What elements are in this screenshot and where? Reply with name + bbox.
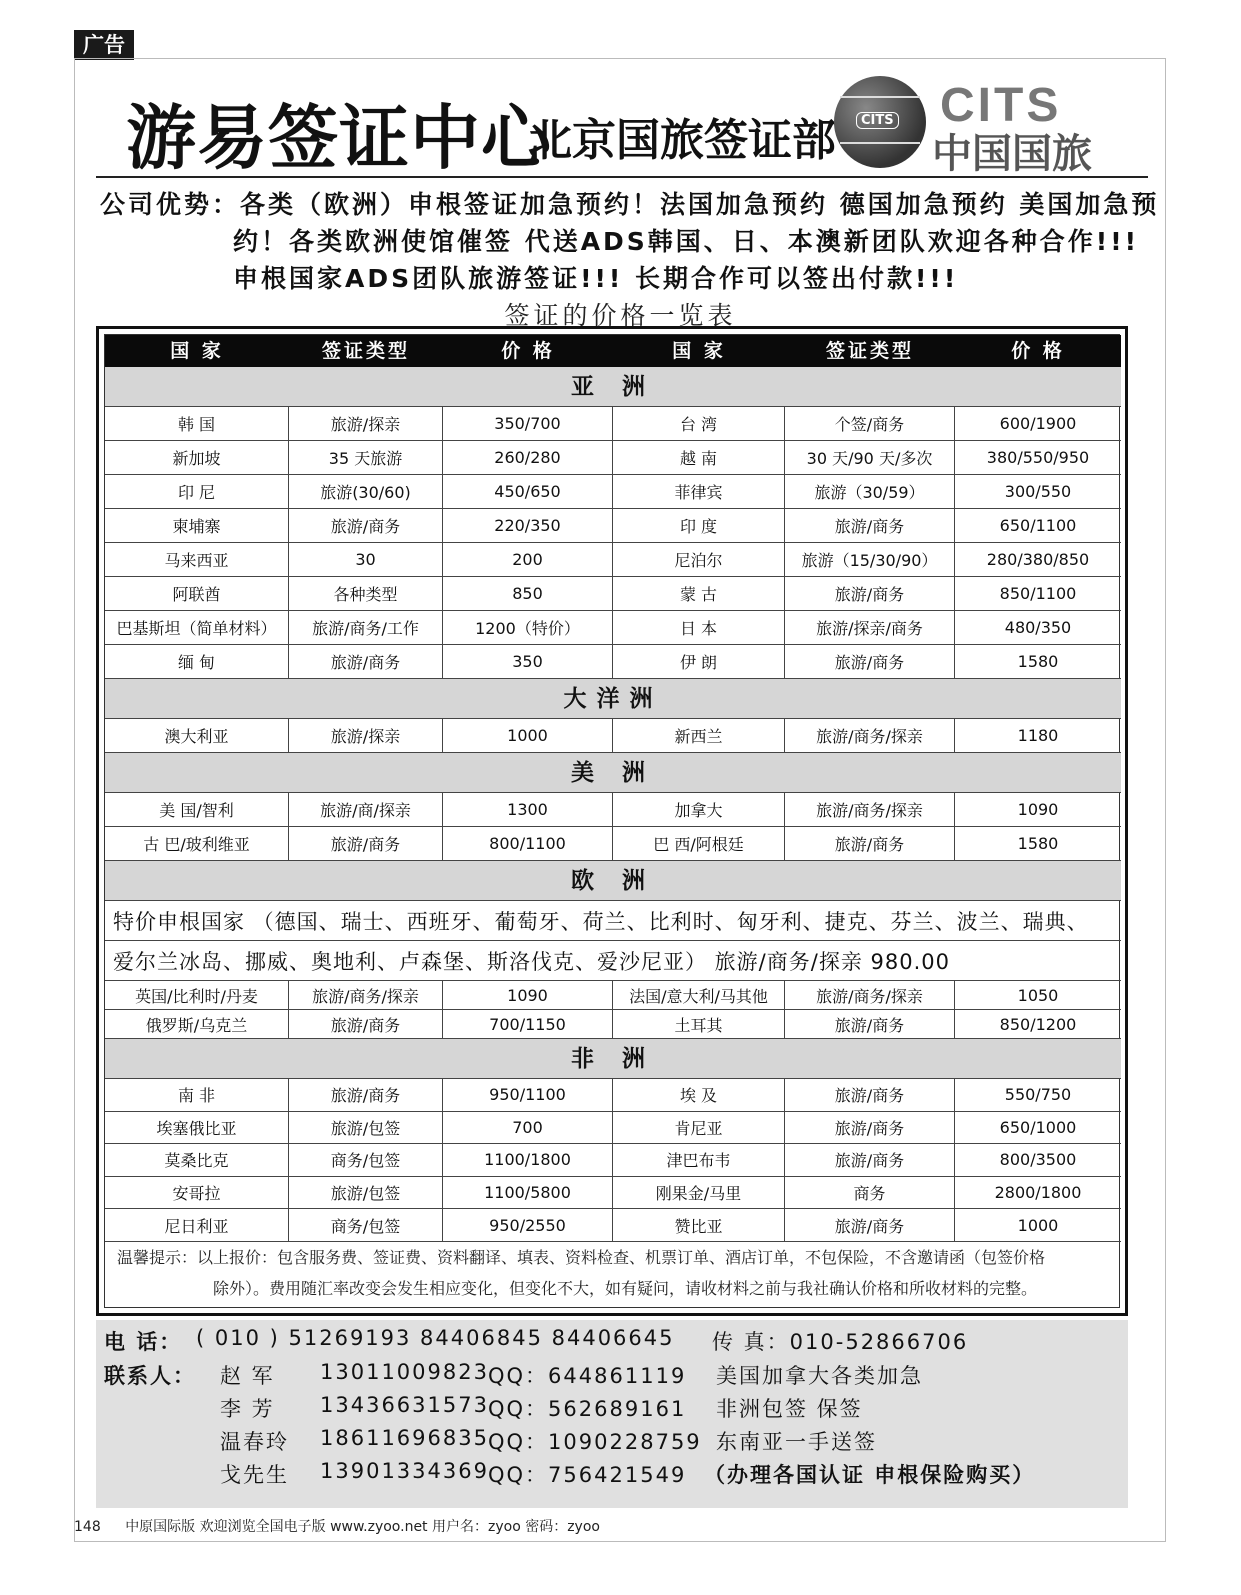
table-cell: 法国/意大利/马其他 <box>613 981 785 1009</box>
table-cell: 蒙 古 <box>613 577 785 610</box>
table-cell: 旅游/探亲/商务 <box>785 611 955 644</box>
table-cell: 旅游/商务/探亲 <box>785 793 955 826</box>
table-cell: 俄罗斯/乌克兰 <box>105 1010 289 1038</box>
footer-text: 中原国际版 欢迎浏览全国电子版 www.zyoo.net 用户名：zyoo 密码：zyoo <box>125 1519 600 1535</box>
table-cell: 南 非 <box>105 1079 289 1111</box>
table-cell: 380/550/950 <box>986 448 1090 467</box>
table-cell: 巴基斯坦（简单材料） <box>105 611 289 644</box>
table-cell: 35 天旅游 <box>289 441 443 474</box>
table-cell: 各种类型 <box>289 577 443 610</box>
table-cell: 印 尼 <box>105 475 289 508</box>
table-cell: 旅游/商/探亲 <box>289 793 443 826</box>
table-cell: 缅 甸 <box>105 645 289 678</box>
table-row <box>105 1112 1121 1145</box>
table-cell: 尼日利亚 <box>105 1209 289 1241</box>
table-cell: 津巴布韦 <box>613 1144 785 1176</box>
table-cell: 英国/比利时/丹麦 <box>105 981 289 1009</box>
table-cell: 350/700 <box>443 407 613 440</box>
contact-qq: QQ：1090228759 <box>488 1430 702 1454</box>
table-cell: 1300 <box>443 793 613 826</box>
table-cell: 旅游/包签 <box>289 1112 443 1144</box>
contact-mobile: 13901334369 <box>320 1459 489 1483</box>
table-cell: 850/1200 <box>999 1014 1077 1034</box>
table-cell: 旅游/商务 <box>289 827 443 860</box>
table-row <box>105 407 1121 441</box>
company-advantages <box>100 186 1160 297</box>
table-cell: 1000 <box>443 719 613 752</box>
table-cell: 阿联酋 <box>105 577 289 610</box>
table-cell: 刚果金/马里 <box>613 1177 785 1209</box>
table-cell: 台 湾 <box>613 407 785 440</box>
table-cell: 旅游/商务 <box>785 827 955 860</box>
globe-icon <box>834 76 926 168</box>
table-cell: 650/1100 <box>999 516 1077 535</box>
table-cell: 220/350 <box>443 509 613 542</box>
table-row <box>105 1209 1121 1242</box>
table-cell: 韩 国 <box>105 407 289 440</box>
advantage-line: 公司优势：各类（欧洲）申根签证加急预约！法国加急预约 德国加急预约 美国加急预 <box>100 190 1160 219</box>
contact-name: 温春玲 <box>220 1430 289 1454</box>
table-cell: 260/280 <box>443 441 613 474</box>
table-cell: 旅游/商务 <box>785 1010 955 1038</box>
table-cell: 旅游/商务/探亲 <box>785 719 955 752</box>
table-row <box>105 645 1121 679</box>
table-header <box>105 335 1121 367</box>
page-footer <box>74 1516 620 1536</box>
note-line: 除外）。费用随汇率改变会发生相应变化，但变化不大，如有疑问，请收材料之前与我社确认价格和所收材料的完整。 <box>213 1279 1038 1298</box>
table-cell: 加拿大 <box>613 793 785 826</box>
table-cell: 旅游/商务 <box>785 509 955 542</box>
table-cell: 旅游(30/60) <box>289 475 443 508</box>
table-cell: 350 <box>443 645 613 678</box>
table-cell: 600/1900 <box>999 414 1077 433</box>
col-header: 签证类型 <box>321 340 410 362</box>
table-cell: 850/1100 <box>999 584 1077 603</box>
special-schengen-line: 爱尔兰冰岛、挪威、奥地利、卢森堡、斯洛伐克、爱沙尼亚） 旅游/商务/探亲 980.00 <box>105 941 1121 981</box>
table-cell: 950/1100 <box>443 1079 613 1111</box>
table-cell: 450/650 <box>443 475 613 508</box>
table-cell: 1180 <box>1017 726 1059 745</box>
cits-logo <box>832 76 1152 177</box>
price-table <box>96 326 1128 1316</box>
table-row <box>105 1177 1121 1210</box>
col-header: 签证类型 <box>825 340 914 362</box>
contact-qq: QQ：562689161 <box>488 1397 687 1421</box>
col-header: 国 家 <box>672 340 726 362</box>
table-cell: 200 <box>443 543 613 576</box>
table-row <box>105 577 1121 611</box>
table-row <box>105 827 1121 861</box>
table-cell: 旅游/商务 <box>785 1112 955 1144</box>
table-cell: 1050 <box>1017 985 1059 1005</box>
table-row <box>105 719 1121 753</box>
table-cell: 伊 朗 <box>613 645 785 678</box>
contact-panel <box>96 1320 1128 1508</box>
col-header: 价 格 <box>501 340 555 362</box>
table-cell: 旅游/探亲 <box>289 719 443 752</box>
table-cell: 埃塞俄比亚 <box>105 1112 289 1144</box>
special-schengen-line: 特价申根国家 （德国、瑞士、西班牙、葡萄牙、荷兰、比利时、匈牙利、捷克、芬兰、波兰、瑞典、 <box>105 901 1121 941</box>
table-cell: 550/750 <box>1004 1085 1072 1105</box>
table-cell: 1100/1800 <box>443 1144 613 1176</box>
table-cell: 480/350 <box>1004 618 1072 637</box>
table-cell: 300/550 <box>1004 482 1072 501</box>
table-row <box>105 1079 1121 1112</box>
table-cell: 莫桑比克 <box>105 1144 289 1176</box>
table-cell: 巴 西/阿根廷 <box>613 827 785 860</box>
contact-mobile: 13436631573 <box>320 1393 489 1417</box>
region-header-oceania: 大洋洲 <box>105 679 1121 719</box>
table-cell: 土耳其 <box>613 1010 785 1038</box>
table-cell: 旅游/商务 <box>289 645 443 678</box>
table-cell: 1090 <box>443 981 613 1009</box>
contact-name: 李 芳 <box>220 1397 275 1421</box>
table-cell: 700/1150 <box>443 1010 613 1038</box>
col-header: 国 家 <box>170 340 224 362</box>
table-cell: 2800/1800 <box>994 1183 1082 1203</box>
contact-note: （办理各国认证 申根保险购买） <box>704 1463 1036 1487</box>
page-title: 游易签证中心 <box>126 96 552 179</box>
table-cell: 旅游/商务 <box>785 1144 955 1176</box>
table-row <box>105 611 1121 645</box>
table-cell: 650/1000 <box>999 1117 1077 1137</box>
table-cell: 700 <box>443 1112 613 1144</box>
table-cell: 柬埔寨 <box>105 509 289 542</box>
table-cell: 美 国/智利 <box>105 793 289 826</box>
table-cell: 30 <box>289 543 443 576</box>
table-cell: 旅游/商务/探亲 <box>289 981 443 1009</box>
table-row <box>105 793 1121 827</box>
table-cell: 商务 <box>785 1177 955 1209</box>
table-cell: 800/3500 <box>999 1150 1077 1170</box>
price-note <box>105 1237 1121 1309</box>
table-cell: 商务/包签 <box>289 1144 443 1176</box>
table-cell: 旅游/商务 <box>289 1079 443 1111</box>
advantage-line: 约！各类欧洲使馆催签 代送ADS韩国、日、本澳新团队欢迎各种合作!!! <box>233 227 1140 256</box>
fax-number: 传 真：010-52866706 <box>712 1330 969 1354</box>
logo-text-cn: 中国国旅 <box>932 131 1092 177</box>
table-cell: 旅游/商务 <box>289 1010 443 1038</box>
region-header-africa: 非 洲 <box>105 1039 1121 1079</box>
contact-qq: QQ：644861119 <box>488 1364 687 1388</box>
table-row <box>105 509 1121 543</box>
table-cell: 1580 <box>1017 652 1059 671</box>
price-table-body <box>104 334 1120 1308</box>
region-header-america: 美 洲 <box>105 753 1121 793</box>
table-cell: 赞比亚 <box>613 1209 785 1241</box>
table-row <box>105 441 1121 475</box>
table-cell: 个签/商务 <box>785 407 955 440</box>
table-cell: 旅游/包签 <box>289 1177 443 1209</box>
table-cell: 280/380/850 <box>986 550 1090 569</box>
table-cell: 旅游/商务 <box>785 1079 955 1111</box>
table-cell: 旅游/商务 <box>289 509 443 542</box>
table-cell: 安哥拉 <box>105 1177 289 1209</box>
table-cell: 肯尼亚 <box>613 1112 785 1144</box>
contact-name: 赵 军 <box>220 1364 275 1388</box>
table-cell: 旅游/商务 <box>785 645 955 678</box>
table-row <box>105 1010 1121 1039</box>
col-header: 价 格 <box>1011 340 1065 362</box>
table-cell: 旅游/探亲 <box>289 407 443 440</box>
table-cell: 旅游/商务 <box>785 1209 955 1241</box>
note-line: 温馨提示：以上报价：包含服务费、签证费、资料翻译、填表、资料检查、机票订单、酒店订单，不包保险，不含邀请函（包签价格 <box>117 1248 1046 1267</box>
contact-qq: QQ：756421549 <box>488 1463 687 1487</box>
table-cell: 旅游/商务/探亲 <box>785 981 955 1009</box>
page-subtitle: 北京国旅签证部 <box>528 115 836 166</box>
table-cell: 尼泊尔 <box>613 543 785 576</box>
table-cell: 新加坡 <box>105 441 289 474</box>
table-cell: 30 天/90 天/多次 <box>785 441 955 474</box>
header <box>96 74 1148 178</box>
contact-note: 美国加拿大各类加急 <box>716 1364 923 1388</box>
price-table-title: 签证的价格一览表 <box>504 301 737 330</box>
table-cell: 旅游（15/30/90） <box>785 543 955 576</box>
table-cell: 1000 <box>1017 1215 1059 1235</box>
page-number: 148 <box>74 1519 101 1535</box>
table-row <box>105 981 1121 1010</box>
phone-numbers: ( 010 ) 51269193 84406845 84406645 <box>196 1326 675 1350</box>
contact-note: 非洲包签 保签 <box>716 1397 863 1421</box>
region-header-asia: 亚 洲 <box>105 367 1121 407</box>
table-cell: 古 巴/玻利维亚 <box>105 827 289 860</box>
table-cell: 马来西亚 <box>105 543 289 576</box>
table-cell: 越 南 <box>613 441 785 474</box>
table-cell: 印 度 <box>613 509 785 542</box>
table-cell: 日 本 <box>613 611 785 644</box>
table-cell: 950/2550 <box>443 1209 613 1241</box>
table-cell: 旅游（30/59） <box>785 475 955 508</box>
table-cell: 1100/5800 <box>443 1177 613 1209</box>
table-cell: 1090 <box>1017 800 1059 819</box>
ad-tag: 广告 <box>74 30 134 60</box>
table-row <box>105 475 1121 509</box>
table-cell: 澳大利亚 <box>105 719 289 752</box>
table-cell: 1200（特价） <box>443 611 613 644</box>
table-row <box>105 543 1121 577</box>
table-cell: 1580 <box>1017 834 1059 853</box>
contact-name: 戈先生 <box>220 1463 289 1487</box>
contact-mobile: 18611696835 <box>320 1426 489 1450</box>
contacts-label: 联系人： <box>104 1364 196 1388</box>
table-cell: 800/1100 <box>443 827 613 860</box>
table-cell: 旅游/商务/工作 <box>289 611 443 644</box>
advantage-line: 申根国家ADS团队旅游签证!!! 长期合作可以签出付款!!! <box>233 264 959 293</box>
table-cell: 850 <box>443 577 613 610</box>
logo-badge: CITS <box>856 112 899 129</box>
contact-mobile: 13011009823 <box>320 1360 489 1384</box>
table-cell: 商务/包签 <box>289 1209 443 1241</box>
table-cell: 新西兰 <box>613 719 785 752</box>
region-header-europe: 欧 洲 <box>105 861 1121 901</box>
phone-label: 电 话： <box>104 1330 183 1354</box>
logo-text-en: CITS <box>940 79 1062 132</box>
table-cell: 旅游/商务 <box>785 577 955 610</box>
contact-note: 东南亚一手送签 <box>716 1430 877 1454</box>
table-cell: 菲律宾 <box>613 475 785 508</box>
table-cell: 埃 及 <box>613 1079 785 1111</box>
table-row <box>105 1144 1121 1177</box>
